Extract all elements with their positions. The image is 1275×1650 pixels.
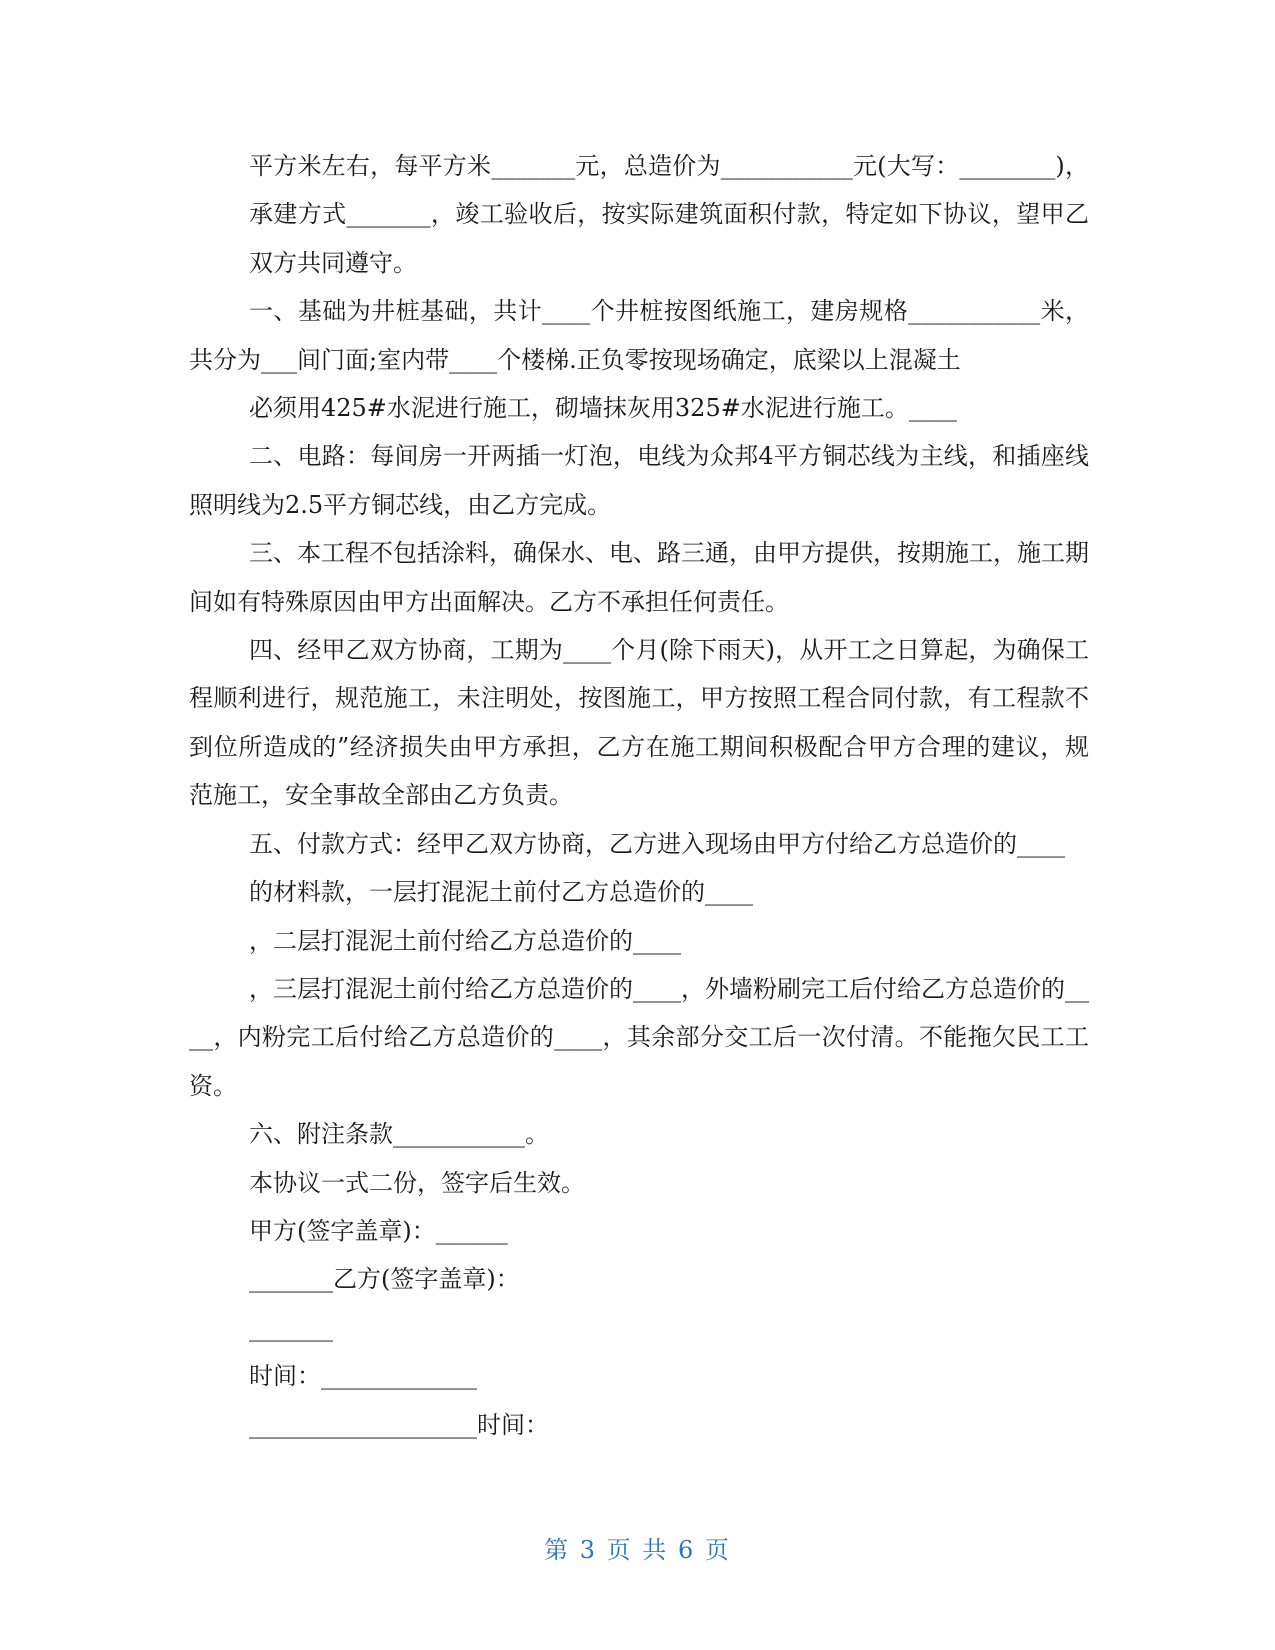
intro-paragraph: 平方米左右，每平方米_______元，总造价为___________元(大写：________)，承建方式_______，竣工验收后，按实际建筑面积付款，特定如下协议，望甲乙双方共同遵守。 bbox=[249, 152, 1089, 277]
clause-5-third-floor: ，三层打混泥土前付给乙方总造价的____，外墙粉刷完工后付给乙方总造价的____，内粉完工后付给乙方总造价的____，其余部分交工后一次付清。不能拖欠民工工资。 bbox=[189, 974, 1089, 1100]
page-number-footer: 第 3 页 共 6 页 bbox=[544, 1536, 731, 1564]
clause-2-paragraph: 二、电路：每间房一开两插一灯泡，电线为众邦4平方铜芯线为主线，和插座线照明线为2.5平方铜芯线，由乙方完成。 bbox=[189, 442, 1089, 519]
clause-6-paragraph: 六、附注条款___________。 bbox=[249, 1120, 549, 1149]
party-a-date: 时间：_____________ bbox=[249, 1362, 477, 1391]
clause-1-continued: 必须用425#水泥进行施工，砌墙抹灰用325#水泥进行施工。____ bbox=[249, 394, 957, 423]
clause-5-paragraph: 五、付款方式：经甲乙双方协商，乙方进入现场由甲方付给乙方总造价的____ bbox=[249, 829, 1065, 858]
clause-4-paragraph: 四、经甲乙双方协商，工期为____个月(除下雨天)，从开工之日算起，为确保工程顺利进行，规范施工，未注明处，按图施工，甲方按照工程合同付款，有工程款不到位所造成的”经济损失由甲方承担，乙方在施工期间积极配合甲方合理的建议，规范施工，安全事故全部由乙方负责。 bbox=[189, 636, 1089, 810]
effective-statement: 本协议一式二份，签字后生效。 bbox=[249, 1168, 585, 1197]
party-a-signature: 甲方(签字盖章)：______ bbox=[249, 1216, 508, 1245]
party-b-date: ___________________时间： bbox=[249, 1410, 549, 1439]
document-body bbox=[189, 142, 1089, 1449]
party-b-signature-line: _______ bbox=[249, 1313, 333, 1342]
clause-5-second-floor: ，二层打混泥土前付给乙方总造价的____ bbox=[249, 926, 681, 955]
party-b-signature: _______乙方(签字盖章)： bbox=[249, 1265, 520, 1294]
clause-1-paragraph: 一、基础为井桩基础，共计____个井桩按图纸施工，建房规格___________米，共分为___间门面;室内带____个楼梯.正负零按现场确定，底梁以上混凝土 bbox=[189, 297, 1089, 374]
clause-5-first-floor: 的材料款，一层打混泥土前付乙方总造价的____ bbox=[249, 878, 753, 907]
clause-3-paragraph: 三、本工程不包括涂料，确保水、电、路三通，由甲方提供，按期施工，施工期间如有特殊原因由甲方出面解决。乙方不承担任何责任。 bbox=[189, 539, 1089, 616]
